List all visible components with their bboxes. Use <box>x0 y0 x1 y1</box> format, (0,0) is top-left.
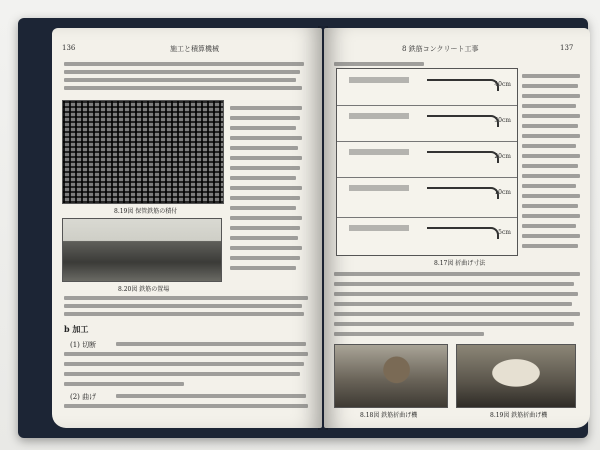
right-page <box>324 28 590 428</box>
table-row: 5cm <box>337 217 517 255</box>
subsection-bend-label: (2) 曲げ <box>70 393 97 401</box>
left-figure-caption-2: 8.20図 鉄筋の置場 <box>118 286 170 293</box>
right-page-number: 137 <box>560 44 574 52</box>
book-cover <box>18 18 588 438</box>
table-row: 20cm <box>337 141 517 178</box>
photo-rebar-yard <box>62 218 222 282</box>
bending-dimension-table <box>336 68 518 256</box>
left-page-number: 136 <box>62 44 76 52</box>
left-section-heading: b 加工 <box>64 324 89 334</box>
table-row: 30cm <box>337 105 517 142</box>
left-page <box>52 28 322 428</box>
photo-rebar-stacking <box>62 100 224 204</box>
photo-rebar-bender-1 <box>334 344 448 408</box>
right-running-head: 8 鉄筋コンクリート工事 <box>402 45 479 53</box>
left-running-head: 施工と積算機械 <box>170 45 219 53</box>
right-figure-caption-1: 8.18図 鉄筋折曲げ機 <box>360 412 418 419</box>
table-row: 10cm <box>337 177 517 218</box>
table-row: 40cm <box>337 69 517 106</box>
table-caption: 8.17図 折曲げ寸法 <box>434 260 486 267</box>
left-figure-caption-1: 8.19図 保管鉄筋の積付 <box>114 208 178 215</box>
subsection-cut-label: (1) 切断 <box>70 341 97 349</box>
photo-rebar-bender-2 <box>456 344 576 408</box>
right-figure-caption-2: 8.19図 鉄筋折曲げ機 <box>490 412 548 419</box>
